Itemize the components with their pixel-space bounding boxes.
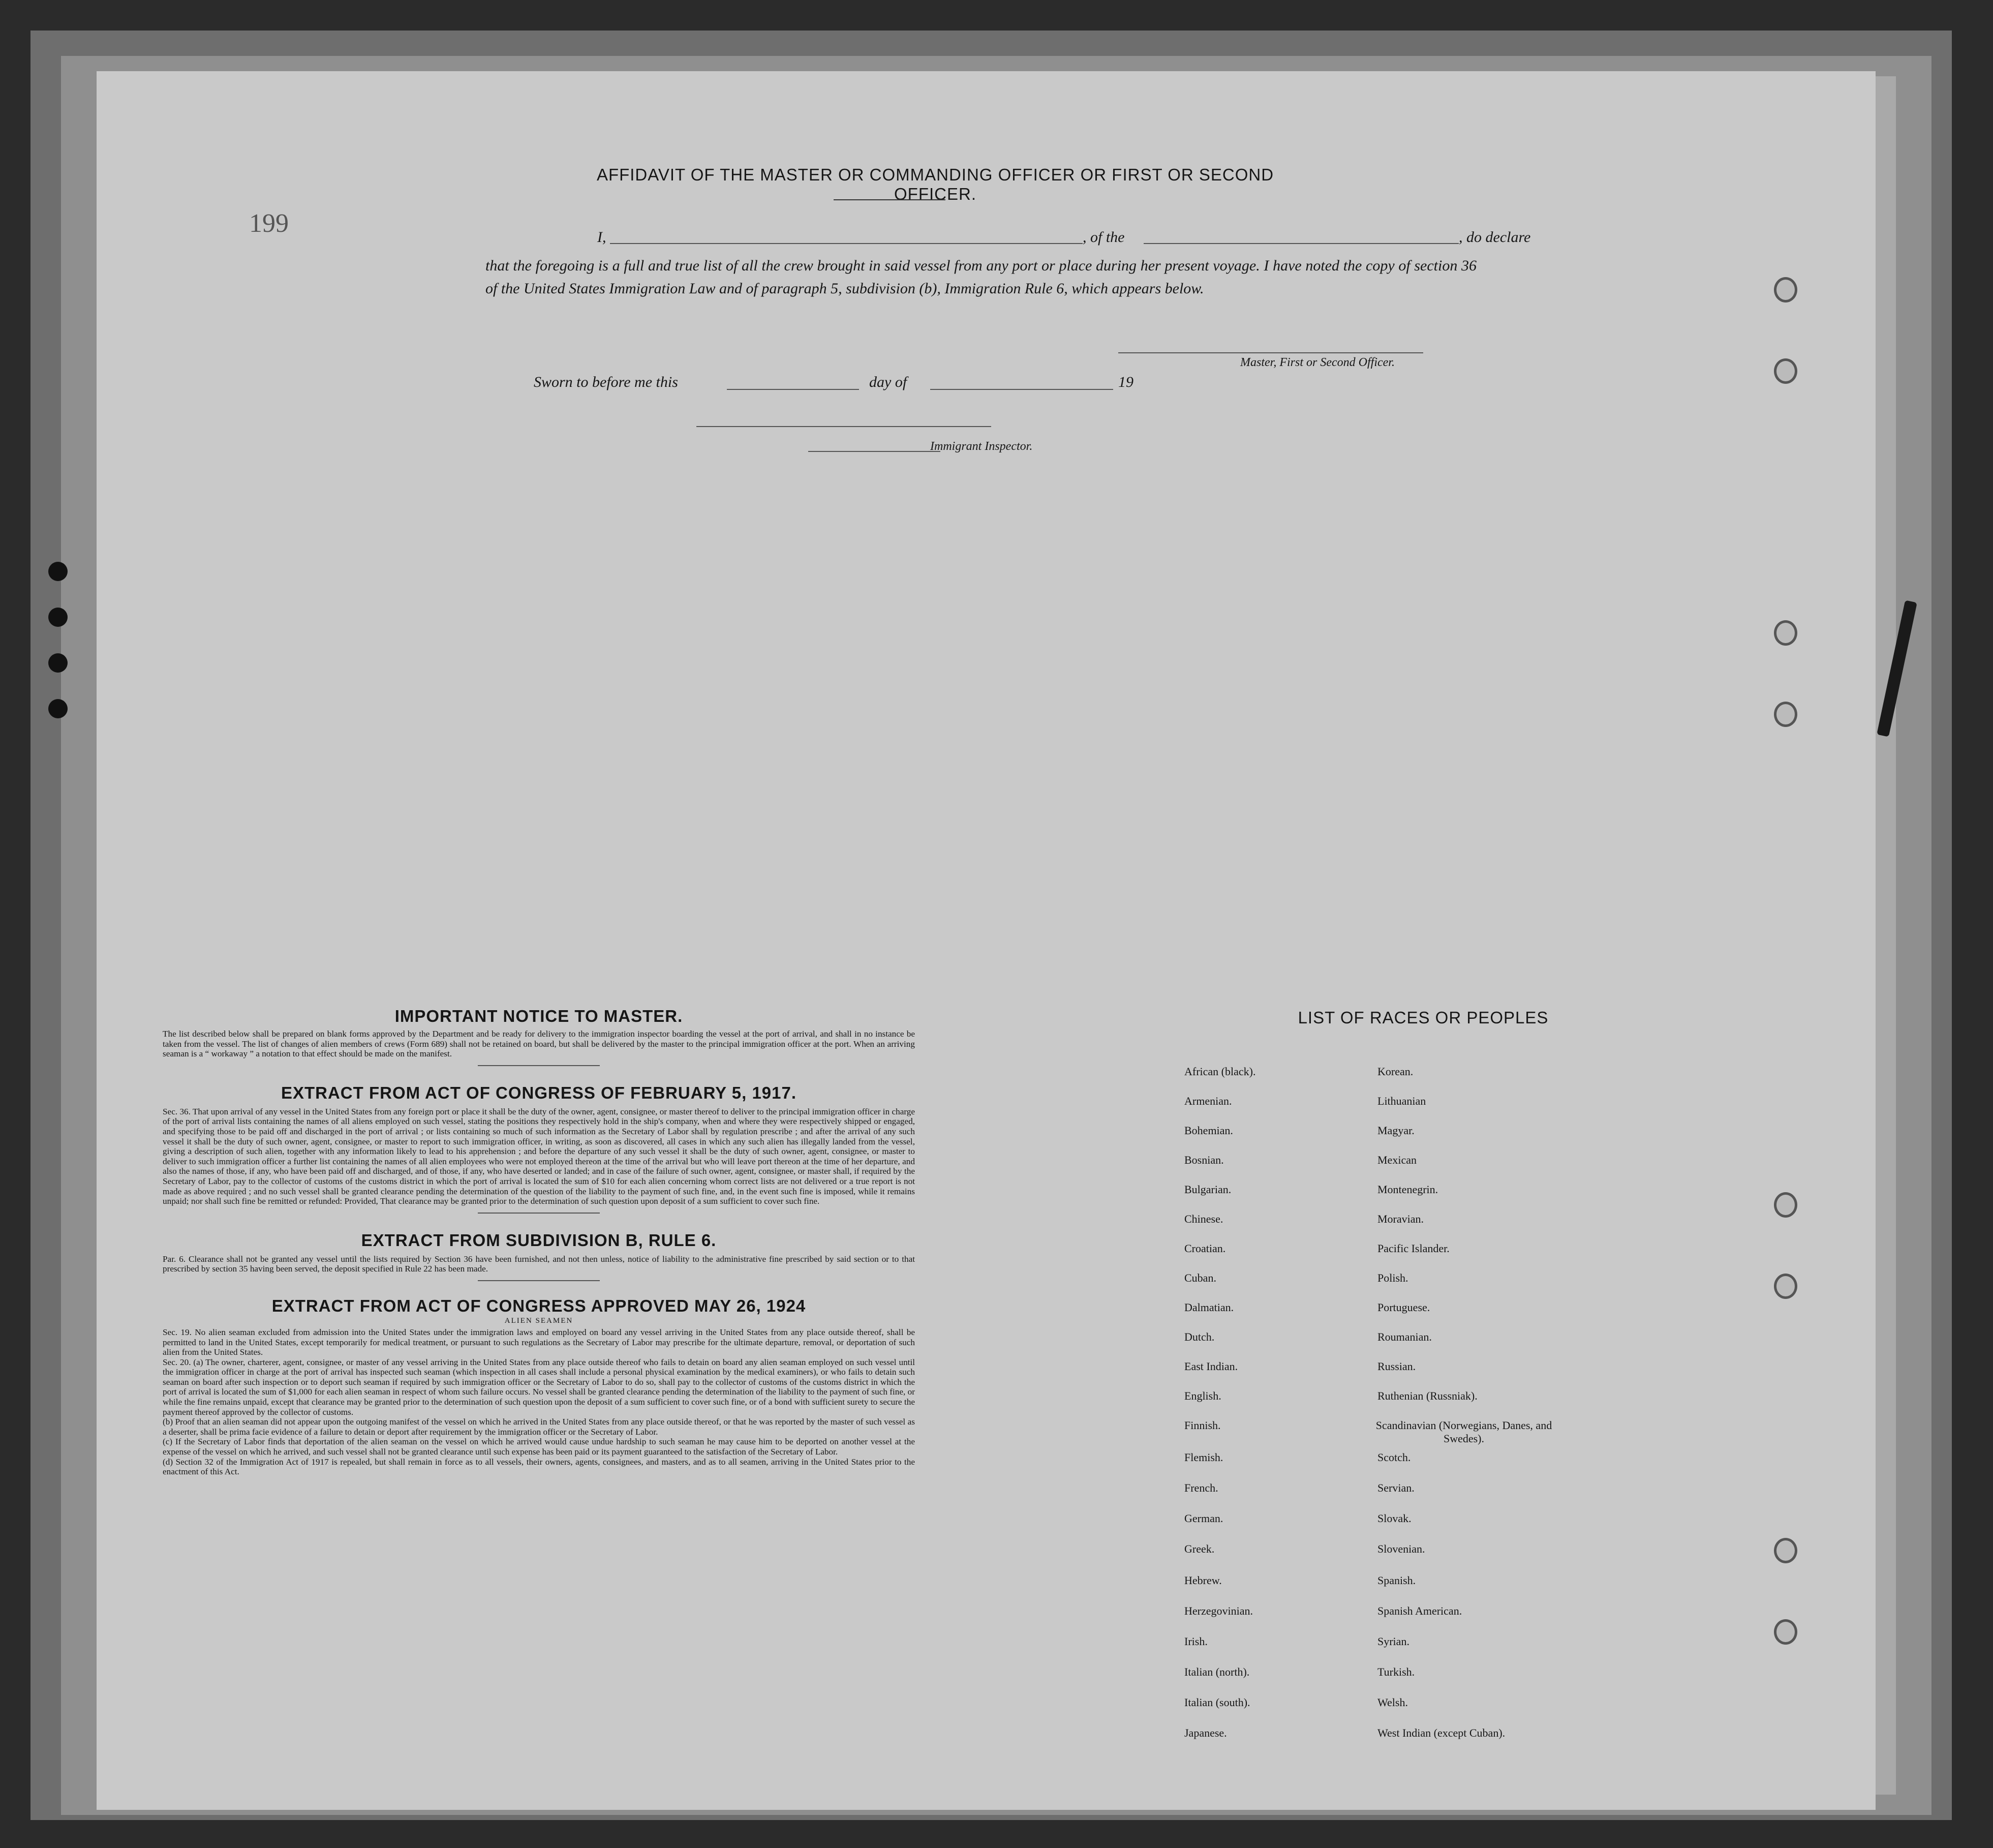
extract-1924-paragraph: (d) Section 32 of the Immigration Act of 1917 is repealed, but shall remain in force as to all vessels, their owners, agents, consignees, and masters, and as to all seamen, arriving in the United States prior to the enactment of this Act. bbox=[163, 1457, 915, 1477]
extract-1917-heading: EXTRACT FROM ACT OF CONGRESS OF FEBRUARY 5, 1917. bbox=[281, 1083, 797, 1102]
inspector-line-2 bbox=[808, 451, 940, 452]
rule6-heading: EXTRACT FROM SUBDIVISION B, RULE 6. bbox=[361, 1230, 717, 1250]
extract-1924-paragraph: (c) If the Secretary of Labor finds that deportation of the alien seaman on the vessel on which he arrived would cause undue hardship to such seaman he may cause him to be deported on another vessel at the expense of the vessel on which he arrived, and such vessel shall not be granted clearance until such expense has been paid or its payment guaranteed to the satisfaction of the Secretary of Labor. bbox=[163, 1437, 915, 1457]
year-label: 19 bbox=[1118, 374, 1133, 390]
race-item: Magyar. bbox=[1377, 1124, 1415, 1137]
affidavit-i-label: I, bbox=[597, 229, 606, 246]
race-item: Dutch. bbox=[1184, 1330, 1215, 1343]
title-rule bbox=[834, 199, 945, 200]
section-rule bbox=[478, 1213, 600, 1214]
race-item: Scotch. bbox=[1377, 1451, 1411, 1464]
race-item: Finnish. bbox=[1184, 1419, 1221, 1432]
race-item: Slovak. bbox=[1377, 1512, 1412, 1525]
sworn-month-blank bbox=[930, 389, 1113, 390]
race-item: Scandinavian (Norwegians, Danes, and Swedes). bbox=[1375, 1419, 1552, 1445]
race-item: Bohemian. bbox=[1184, 1124, 1233, 1137]
race-item: Cuban. bbox=[1184, 1271, 1216, 1284]
extract-1924-paragraph: Sec. 19. No alien seaman excluded from admission into the United States under the immigration laws and employed on board any vessel arriving in the United States from any place outside thereof, shall be permitted to land in the United States, except temporarily for medical treatment, or pursuant to such regulations as the Secretary of Labor may prescribe for the ultimate departure, removal, or deportation of such alien from the United States. bbox=[163, 1327, 915, 1357]
race-item: Armenian. bbox=[1184, 1095, 1232, 1107]
binder-ring bbox=[1774, 1619, 1797, 1645]
binder-ring bbox=[1774, 1538, 1797, 1563]
binder-ring bbox=[1774, 1192, 1797, 1218]
race-item: Montenegrin. bbox=[1377, 1183, 1438, 1196]
binder-ring bbox=[1774, 620, 1797, 646]
vessel-blank bbox=[1144, 243, 1459, 244]
race-item: Bosnian. bbox=[1184, 1154, 1224, 1166]
affidavit-paragraph: that the foregoing is a full and true list of all the crew brought in said vessel from any port or place during her present voyage. I have noted the copy of section 36 of the United States Immigration Law and of paragraph 5, subdivision (b), Immigration Rule 6, which appears below. bbox=[485, 257, 1477, 297]
extract-1924-subtitle: ALIEN SEAMEN bbox=[504, 1316, 573, 1325]
race-item: Portuguese. bbox=[1377, 1301, 1430, 1314]
extract-1924-paragraph: (b) Proof that an alien seaman did not appear upon the outgoing manifest of the vessel on which he arrived in the United States from any place outside thereof, or that he was reported by the master of such vessel as a deserter, shall be prima facie evidence of a failure to detain or deport after requirement by the immigration officer or the Secretary of Labor. bbox=[163, 1417, 915, 1437]
sworn-day-blank bbox=[727, 389, 859, 390]
binder-hole bbox=[48, 699, 68, 718]
section-rule bbox=[478, 1280, 600, 1281]
race-item: Polish. bbox=[1377, 1271, 1408, 1284]
race-item: Italian (south). bbox=[1184, 1696, 1250, 1709]
rule6-body: Par. 6. Clearance shall not be granted any vessel until the lists required by Section 36 have been furnished, and not then unless, notice of liability to the administrative fine prescribed by said section or to that prescribed by section 35 having been served, the deposit specified in Rule 22 has been made. bbox=[163, 1254, 915, 1274]
race-item: Turkish. bbox=[1377, 1665, 1415, 1678]
do-declare-label: , do declare bbox=[1459, 229, 1531, 246]
race-item: Korean. bbox=[1377, 1065, 1414, 1078]
legal-text-column bbox=[163, 1007, 915, 1477]
race-item: Italian (north). bbox=[1184, 1665, 1250, 1678]
extract-1924-paragraph: Sec. 20. (a) The owner, charterer, agent, consignee, or master of any vessel arriving in the United States from any place outside thereof who fails to detain on board any alien seaman employed on such vessel until the immigration officer in charge at the port of arrival has inspected such seaman (which inspection in all cases shall include a personal physical examination by the medical examiners), or who fails to detain such seaman on board after such inspection or to deport such seaman if required by such immigration officer or the Secretary of Labor to do so, shall pay to the collector of customs of the customs district in which the port of arrival is located the sum of $1,000 for each alien seaman in respect of whom such failure occurs. No vessel shall be granted clearance pending the determination of the liability to the payment of such fine, or while the fine remains unpaid, except that clearance may be granted prior to the determination of such question upon the deposit of a sum sufficient to cover such fine, or of a bond with sufficient surety to secure the payment thereof approved by the collector of customs. bbox=[163, 1357, 915, 1417]
race-item: Syrian. bbox=[1377, 1635, 1409, 1648]
binder-hole bbox=[48, 653, 68, 673]
race-item: German. bbox=[1184, 1512, 1223, 1525]
race-item: English. bbox=[1184, 1389, 1221, 1402]
race-item: Croatian. bbox=[1184, 1242, 1226, 1255]
binder-ring bbox=[1774, 277, 1797, 302]
of-the-label: , of the bbox=[1083, 229, 1125, 246]
race-item: Moravian. bbox=[1377, 1213, 1424, 1225]
race-item: Dalmatian. bbox=[1184, 1301, 1234, 1314]
section-rule bbox=[478, 1065, 600, 1066]
race-item: West Indian (except Cuban). bbox=[1377, 1726, 1506, 1739]
race-item: Mexican bbox=[1377, 1154, 1417, 1166]
notice-body: The list described below shall be prepared on blank forms approved by the Department and be ready for delivery to the immigration inspector boarding the vessel at the port of arrival, and shall in no instance be taken from the vessel. The list of changes of alien members of crews (Form 689) shall not be retained on board, but shall be delivered by the master to the principal immigration officer at the port. When an arriving seaman is a “ workaway ” a notation to that effect should be made on the manifest. bbox=[163, 1029, 915, 1059]
manifest-page bbox=[97, 71, 1876, 1810]
sworn-label: Sworn to before me this bbox=[534, 374, 678, 390]
affidavit-title: AFFIDAVIT OF THE MASTER OR COMMANDING OFFICER OR FIRST OR SECOND OFFICER. bbox=[596, 165, 1274, 203]
race-item: Herzegovinian. bbox=[1184, 1604, 1253, 1617]
extract-1924-heading: EXTRACT FROM ACT OF CONGRESS APPROVED MAY 26, 1924 bbox=[271, 1296, 806, 1315]
race-item: Ruthenian (Russniak). bbox=[1377, 1389, 1478, 1402]
race-item: Servian. bbox=[1377, 1481, 1415, 1494]
race-item: Flemish. bbox=[1184, 1451, 1223, 1464]
binder-ring bbox=[1774, 1274, 1797, 1299]
race-item: African (black). bbox=[1184, 1065, 1256, 1078]
inspector-line-1 bbox=[696, 426, 991, 427]
races-title: LIST OF RACES OR PEOPLES bbox=[1298, 1008, 1549, 1027]
race-item: Spanish American. bbox=[1377, 1604, 1462, 1617]
race-item: Hebrew. bbox=[1184, 1574, 1222, 1587]
binder-ring bbox=[1774, 702, 1797, 727]
race-item: Spanish. bbox=[1377, 1574, 1416, 1587]
race-item: French. bbox=[1184, 1481, 1218, 1494]
race-item: East Indian. bbox=[1184, 1360, 1238, 1373]
name-blank bbox=[610, 243, 1083, 244]
race-item: Russian. bbox=[1377, 1360, 1416, 1373]
day-of-label: day of bbox=[869, 374, 907, 390]
race-item: Bulgarian. bbox=[1184, 1183, 1232, 1196]
race-item: Greek. bbox=[1184, 1542, 1215, 1555]
race-item: Pacific Islander. bbox=[1377, 1242, 1450, 1255]
race-item: Welsh. bbox=[1377, 1696, 1408, 1709]
race-item: Irish. bbox=[1184, 1635, 1208, 1648]
binder-hole bbox=[48, 562, 68, 581]
race-item: Lithuanian bbox=[1377, 1095, 1426, 1107]
race-item: Slovenian. bbox=[1377, 1542, 1425, 1555]
signature-label: Master, First or Second Officer. bbox=[1240, 356, 1395, 369]
bleed-through-text: 199 bbox=[249, 209, 289, 238]
race-item: Japanese. bbox=[1184, 1726, 1227, 1739]
binder-hole bbox=[48, 608, 68, 627]
extract-1917-body: Sec. 36. That upon arrival of any vessel in the United States from any foreign port or place it shall be the duty of the owner, agent, consignee, or master thereof to deliver to the principal immigration officer in charge of the port of arrival lists containing the names of all aliens employed on such vessel, stating the positions they respectively hold in the ship's company, when and where they were respectively shipped or engaged, and specifying those to be paid off and discharged in the port of arrival ; or lists containing so much of such information as the Secretary of Labor shall by regulation prescribe ; and after the arrival of any such vessel it shall be the duty of such owner, agent, consignee, or master to report to such immigration officer, in writing, as soon as discovered, all cases in which any such alien has illegally landed from the vessel, giving a description of such alien, together with any information likely to lead to his apprehension ; and before the departure of any such vessel it shall be the duty of such owner, agent, consignee, or master to deliver to such immigration officer a further list containing the names of all alien employees who were not employed thereon at the time of the arrival but who will leave port thereon at the time of her departure, and also the names of those, if any, who have been paid off and discharged, and of those, if any, who have deserted or landed; and in case of the failure of such owner, agent, consignee, or master shall, if required by the Secretary of Labor, pay to the collector of customs of the customs district in which the port of arrival is located the sum of $10 for each alien concerning whom correct lists are not delivered or a true report is not made as above required ; and no such vessel shall be granted clearance pending the determination of the question of the liability to the payment of such fine, and, in the event such fine is imposed, while it remains unpaid; nor shall such fine be remitted or refunded: Provided, That clearance may be granted prior to the determination of such question upon deposit of a sum sufficient to cover such fine. bbox=[163, 1106, 915, 1206]
inspector-label: Immigrant Inspector. bbox=[930, 440, 1033, 453]
binder-ring bbox=[1774, 358, 1797, 384]
race-item: Roumanian. bbox=[1377, 1330, 1432, 1343]
race-item: Chinese. bbox=[1184, 1213, 1223, 1225]
notice-heading: IMPORTANT NOTICE TO MASTER. bbox=[394, 1007, 683, 1025]
page-edge bbox=[1876, 76, 1896, 1795]
signature-line bbox=[1118, 352, 1423, 353]
